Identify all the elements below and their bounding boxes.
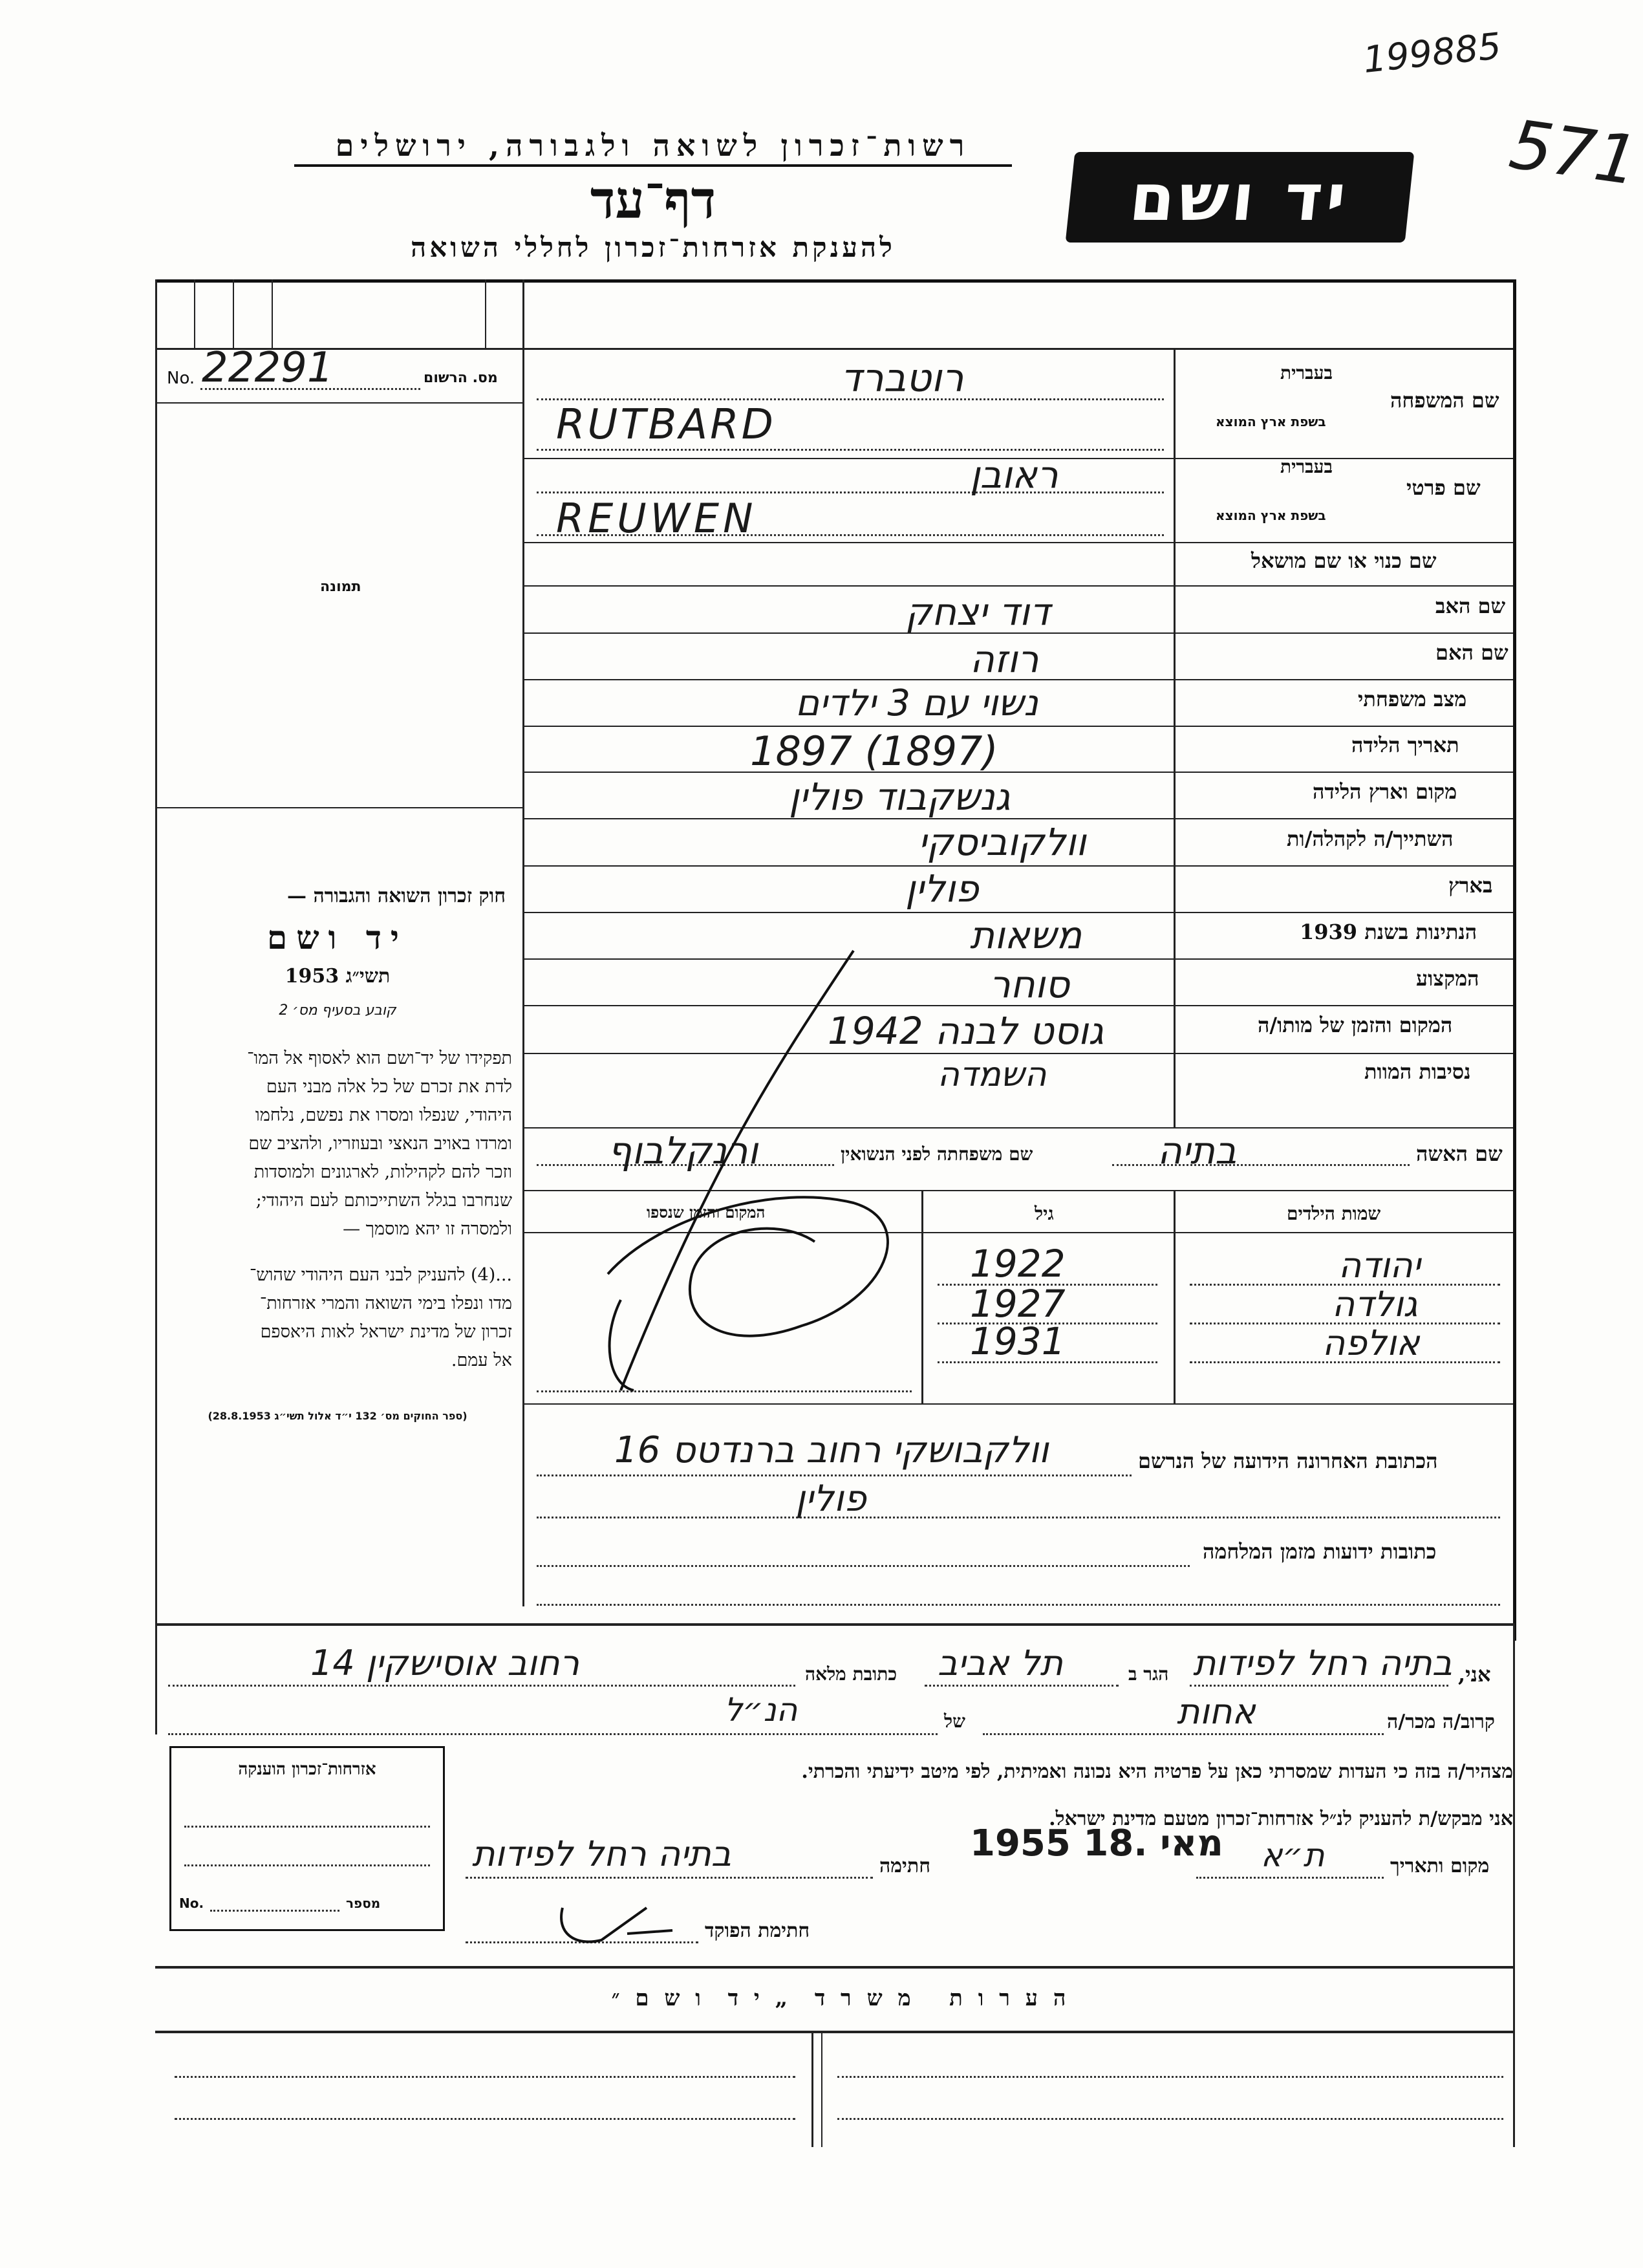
declarant-lives-label: הגר ב: [1128, 1663, 1169, 1685]
officer-signature-mark: [550, 1895, 679, 1953]
death-place-value: גוסט לבנה 1942: [828, 1009, 1104, 1053]
death-circumstances-value: השמדה: [938, 1055, 1047, 1094]
law-name: יד ושם: [267, 918, 408, 956]
nickname-label: שם כנוי או שם מושאל: [1251, 548, 1437, 573]
law-line: זכרון של מדינת ישראל לאות היאספם: [260, 1322, 512, 1342]
law-line: לדת את זכרם של כל אלה מבני העם: [266, 1077, 512, 1097]
of-label: של: [944, 1711, 965, 1732]
first-name-hebrew-tag: בעברית: [1280, 456, 1333, 477]
country-value: פולין: [905, 867, 979, 911]
wife-value: בתיה: [1157, 1129, 1237, 1172]
law-line: ...(4) להעניק לבני העם היהודי שהוש־: [250, 1265, 512, 1285]
officer-signature-label: חתימת הפוקד: [705, 1919, 810, 1942]
registration-heb-label: מס. הרשום: [424, 370, 498, 386]
last-address-line2: פולין: [795, 1478, 866, 1520]
child-age: 1922: [970, 1242, 1066, 1286]
law-line: שנחרבו בגלל השתייכותם לעם היהודי;: [255, 1191, 512, 1211]
citizenship-value: משאות: [970, 913, 1082, 957]
citizenship-label: הנתינות בשנת 1939: [1300, 920, 1477, 944]
profession-label: המקצוע: [1416, 966, 1479, 991]
law-paragraph-1: [169, 1044, 512, 1244]
grant-box: [169, 1746, 445, 1931]
father-value: דוד יצחק: [905, 590, 1050, 634]
death-circumstances-label: נסיבות המוות: [1364, 1059, 1471, 1084]
family-name-local-tag: בשפת ארץ המוצא: [1216, 414, 1326, 429]
war-address-label: כתובות ידועות מזמן המלחמה: [1203, 1539, 1437, 1564]
community-label: השתייך/ה לקהלה/ות: [1287, 826, 1454, 851]
declarant-addr-label: כתובת מלאה: [805, 1663, 897, 1685]
authority-name: רשות־זכרון לשואה ולגבורה, ירושלים: [294, 128, 1012, 167]
law-title: חוק זכרון השואה והגבורה —: [287, 885, 506, 907]
marital-label: מצב משפחתי: [1358, 687, 1467, 711]
child-name: גולדה: [1332, 1284, 1418, 1324]
declarant-name: בתיה רחל לפידות: [1193, 1643, 1453, 1683]
child-name: יהודה: [1338, 1245, 1421, 1286]
logo-text: יד ושם: [1126, 159, 1354, 235]
family-name-label: שם המשפחה: [1390, 388, 1499, 413]
law-line: מדו ונפלו בימי השואה והמרי אזרחות־: [259, 1293, 512, 1313]
child-name: אולפה: [1322, 1323, 1420, 1363]
place-date-label: מקום ותאריך: [1390, 1855, 1490, 1877]
wife-maiden-label: שם משפחתה לפני הנשואין: [841, 1143, 1033, 1165]
law-line: אל עמם.: [451, 1350, 512, 1370]
wife-label: שם האשה: [1416, 1141, 1503, 1166]
archive-number: 199885: [1361, 25, 1503, 81]
country-label: בארץ: [1448, 873, 1493, 898]
first-name-label: שם פרטי: [1406, 475, 1481, 500]
grant-box-title: אזרחות־זכרון הוענקה: [238, 1760, 376, 1779]
community-value: וולקוביסקי: [918, 820, 1086, 864]
law-footnote: (ספר החוקים מס׳ 132 י״ד אלול תשי״ג 28.8.1953): [208, 1410, 467, 1422]
family-name-local: RUTBARD: [556, 401, 776, 449]
first-name-local-tag: בשפת ארץ המוצא: [1216, 508, 1326, 523]
family-name-hebrew-tag: בעברית: [1280, 362, 1333, 383]
photo-label: תמונה: [320, 579, 361, 595]
of-value: הנ״ל: [724, 1691, 798, 1729]
scribble-mark: [582, 938, 983, 1403]
signature-label: חתימה: [879, 1855, 930, 1877]
law-line: ולמסרה זו יהא מוסמך —: [343, 1219, 512, 1239]
signature-value: בתיה רחל לפידות: [472, 1833, 732, 1874]
mother-value: רוזה: [970, 637, 1039, 681]
office-notes-title: ה ע ר ו ת מ ש ר ד „ י ד ו ש ם ״: [611, 1985, 1070, 2011]
law-line: ומרדו באויב הנאצי ובעוזריו, ולהציב שם: [248, 1134, 512, 1154]
mother-label: שם האם: [1435, 640, 1509, 665]
birth-date-value: 1897 (1897): [750, 728, 998, 775]
children-names-header: שמות הילדים: [1287, 1203, 1381, 1224]
child-age: 1927: [970, 1282, 1066, 1326]
law-line: תפקידו של יד־ושם הוא לאסוף אל המו־: [247, 1048, 512, 1068]
stamp-date: 1955 18. מאי: [970, 1822, 1223, 1864]
last-address-label: הכתובת האחרונה הידועה של הנרשם: [1138, 1449, 1438, 1473]
place-date-value: ת״א: [1261, 1837, 1325, 1874]
relative-label: קרוב/ה מכר/ה: [1387, 1711, 1495, 1733]
marital-value: נשוי עם 3 ילדים: [795, 682, 1038, 724]
relation-value: אחות: [1177, 1691, 1256, 1732]
birth-place-value: גנשקבוד פולין: [789, 775, 1011, 819]
grant-no-label: No.: [179, 1895, 204, 1911]
profession-value: סוחר: [989, 962, 1070, 1006]
declaration-text: מצהיר/ה בזה כי העדות שמסרתי כאן על פרטיה היא נכונה ואמיתית, לפי מיטב ידיעתי והכרתי.: [801, 1760, 1513, 1783]
law-year: תשי״ג 1953: [285, 965, 391, 988]
request-text: אני מבקש/ת להעניק לנ״ל אזרחות־זכרון מטעם מדינת ישראל.: [1049, 1808, 1513, 1830]
grant-no-heb: מספר: [346, 1895, 381, 1911]
first-name-local: REUWEN: [556, 495, 757, 542]
registration-number: 22291: [202, 344, 334, 392]
last-address-line1: וולקבושקי רחוב ברנדטס 16: [614, 1429, 1049, 1471]
declarant-intro: אני,: [1458, 1662, 1491, 1687]
child-age: 1931: [970, 1319, 1066, 1363]
yad-vashem-logo: [1066, 152, 1415, 243]
children-place-header: המקום והזמן שנספו: [647, 1203, 766, 1222]
death-place-label: המקום והזמן של מותו/ה: [1258, 1013, 1453, 1037]
birth-place-label: מקום וארץ הלידה: [1313, 779, 1457, 804]
page-subtitle: להענקת אזרחות־זכרון לחללי השואה: [411, 232, 896, 263]
wife-maiden-value: ורנקלבוף: [608, 1129, 758, 1172]
family-name-hebrew: רוטברד: [841, 356, 964, 401]
page-title: דף־עד: [590, 169, 716, 230]
law-line: היהודי, שנפלו ומסרו את נפשם, נלחמו: [255, 1105, 512, 1125]
birth-date-label: תאריך הלידה: [1351, 733, 1459, 757]
declarant-addr: רחוב אוסישקין 14: [310, 1643, 580, 1683]
children-age-header: גיל: [1035, 1203, 1054, 1224]
father-label: שם האב: [1435, 594, 1506, 618]
law-clause: קובע בסעיף מס׳ 2: [279, 1002, 396, 1019]
declarant-city: תל אביב: [938, 1643, 1063, 1683]
first-name-hebrew: ראובן: [970, 453, 1058, 497]
registration-no-label: No.: [167, 369, 195, 388]
law-line: וזכר להם לקהילות, לארגונים ולמוסדות: [253, 1162, 512, 1182]
corner-mark: 571: [1505, 104, 1643, 201]
law-paragraph-2: [169, 1261, 512, 1375]
